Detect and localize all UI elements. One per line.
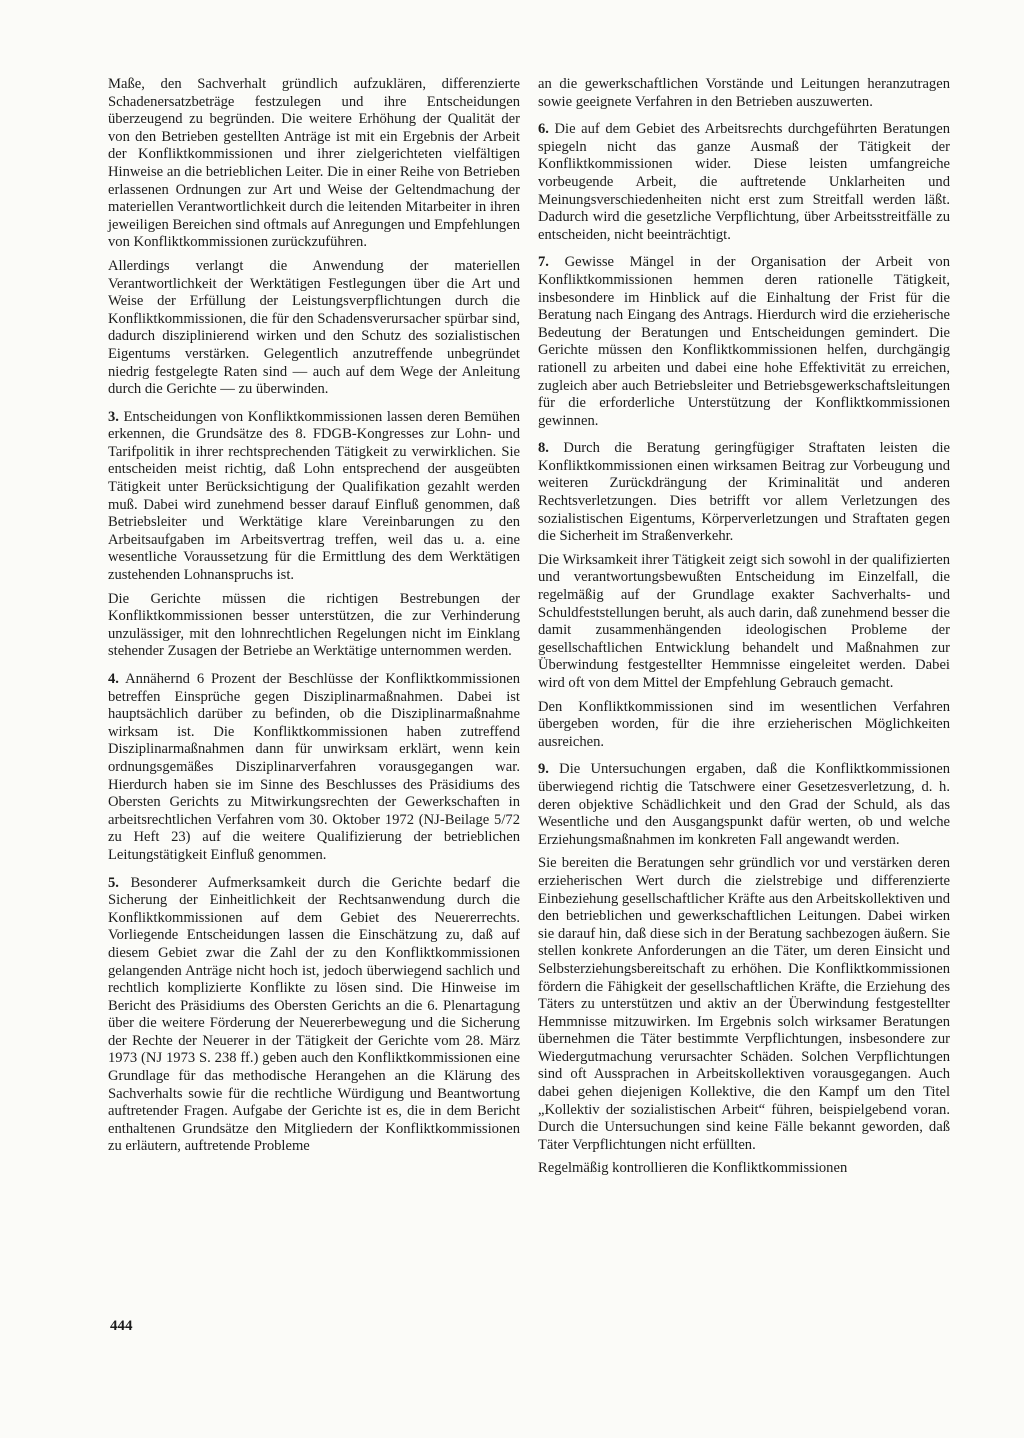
paragraph-text: Entscheidungen von Konfliktkommissionen lassen deren Bemühen erkennen, die Grundsätze des 8. FDGB-Kongresses zur Lohn- und Tarifpolitik in ihrer rechtsprechenden Tätigkeit zu verwirklichen. Sie entscheiden meist richtig, daß Lohn entsprechend der ausgeübten Tätigkeit unter Berücksichtigung der Qualifikation gezahlt werden muß. Dabei wird zunehmend besser darauf Einfluß genommen, daß Betriebsleiter und Werktätige klare Vereinbarungen zu den Arbeitsaufgaben im Arbeitsvertrag treffen, weil das u. a. eine wesentliche Voraussetzung für die Ermittlung des dem Werktätigen zustehenden Lohnanspruchs ist. xyxy=(108,408,520,584)
paragraph: Regelmäßig kontrollieren die Konfliktkommissionen xyxy=(538,1160,848,1177)
paragraph: Allerdings verlangt die Anwendung der materiellen Verantwortlichkeit der Werktätigen Festlegungen über die Art und Weise der Erfüllung der Leistungsverpflichtungen durch die Konfliktkommissionen, die für den Schadensverursacher spürbar sind, dadurch disziplinierend wirken und den Schutz des sozialistischen Eigentums verstärken. Gelegentlich anzutreffende unbegründet niedrig festgelegte Raten sind — auch auf dem Wege der Anleitung durch die Gerichte — zu überwinden. xyxy=(108,257,520,398)
paragraph-text: Gewisse Mängel in der Organisation der Arbeit von Konfliktkommissionen hemmen deren rationelle Tätigkeit, insbesondere im Hinblick auf die Einhaltung der Frist für die Beratung nach Eingang des Antrags. Hierdurch wird die erzieherische Bedeutung der Beratungen und Entscheidungen gemindert. Die Gerichte müssen den Konfliktkommissionen helfen, durchgängig rationell zu arbeiten und dabei eine hohe Effektivität zu erreichen, zugleich aber auch Betriebsleiter und Betriebsgewerkschaftsleitungen für die erforderliche Unterstützung der Konfliktkommissionen gewinnen. xyxy=(538,254,950,429)
paragraph xyxy=(538,440,950,546)
section-number: 5. xyxy=(108,874,119,891)
page-number: 444 xyxy=(110,1318,133,1334)
section-number: 6. xyxy=(538,121,549,138)
section-number: 4. xyxy=(108,671,119,687)
paragraph: Sie bereiten die Beratungen sehr gründlich vor und verstärken deren erzieherischen Wert durch die zielstrebige und differenzierte Einbeziehung gesellschaftlicher Kräfte aus den Arbeitskollektiven und den betrieblichen und gewerkschaftlichen Leitungen. Dabei wirken sie darauf hin, daß diese sich in der Beratung sachbezogen äußern. Sie stellen konkrete Anforderungen an die Täter, um deren Einsicht und Selbsterziehungsbereitschaft zu erhöhen. Die Konfliktkommissionen fördern die Fähigkeit der gesellschaftlichen Kräfte, die Erziehung des Täters zu unterstützen und aktiv an der Überwindung festgestellter Hemmnisse mitzuwirken. Im Ergebnis solch wirksamer Beratungen übernehmen die Täter bestimmte Verpflichtungen, insbesondere zur Wiedergutmachung verursachter Schäden. Solchen Verpflichtungen sind oft Aussprachen in Arbeitskollektiven vorausgegangen. Auch dabei gehen diejenigen Kollektive, die den Kampf um den Titel „Kollektiv der sozialistischen Arbeit“ führen, beispielgebend voran. Durch die Untersuchungen sind keine Fälle bekannt geworden, daß Täter Verpflichtungen nicht erfüllten. xyxy=(538,855,950,1153)
section-number: 7. xyxy=(538,254,549,271)
section-number: 8. xyxy=(538,440,549,457)
paragraph: Die Gerichte müssen die richtigen Bestrebungen der Konfliktkommissionen besser unterstützen, die zur Verhinderung unzulässiger, mit den lohnrechtlichen Regelungen nicht im Einklang stehender Zusagen der Betriebe an Werktätige unternommen werden. xyxy=(108,590,520,660)
paragraph xyxy=(538,761,950,849)
paragraph xyxy=(538,121,950,244)
paragraph: an die gewerkschaftlichen Vorstände und Leitungen heranzutragen sowie geeignete Verfahren in den Betrieben auszuwerten. xyxy=(538,76,950,110)
section-number: 9. xyxy=(538,761,549,778)
paragraph-text: Die Untersuchungen ergaben, daß die Konfliktkommissionen überwiegend richtig die Tatschwere einer Gesetzesverletzung, d. h. deren objektive Schädlichkeit und den Grad der Schuld, als das Wesentliche und den Ausgangspunkt dafür werten, ob und welche Erziehungsmaßnahmen im konkreten Fall angewandt werden. xyxy=(538,761,950,848)
paragraph-text: Durch die Beratung geringfügiger Straftaten leisten die Konfliktkommissionen einen wirksamen Beitrag zur Vorbeugung und weiteren Zurückdrängung der Kriminalität und anderen Rechtsverletzungen. Dies betrifft vor allem Verletzungen des sozialistischen Eigentums, Körperverletzungen und Straftaten gegen die Sicherheit im Straßenverkehr. xyxy=(538,440,950,545)
right-column xyxy=(538,76,950,1184)
paragraph-text: Besonderer Aufmerksamkeit durch die Gerichte bedarf die Sicherung der Einheitlichkeit der Rechtsanwendung durch die Konfliktkommissionen auf dem Gebiet des Neuererrechts. Vorliegende Entscheidungen lassen die Einschätzung zu, daß auf diesem Gebiet zwar die Zahl der zu den Konfliktkommissionen gelangenden Anträge nicht hoch ist, jedoch überwiegend sachlich und rechtlich komplizierte Konflikte zu lösen sind. Die Hinweise im Bericht des Präsidiums des Obersten Gerichts an die 6. Plenartagung über die weitere Förderung der Neuererbewegung und die Sicherung der Rechte der Neuerer in der Tätigkeit der Gerichte vom 28. März 1973 (NJ 1973 S. 238 ff.) geben auch den Konfliktkommissionen eine Grundlage für das methodische Herangehen an die Klärung des Sachverhalts sowie für die rechtliche Würdigung und Beantwortung auftretender Fragen. Aufgabe der Gerichte ist es, die in dem Bericht enthaltenen Grundsätze den Mitgliedern der Konfliktkommissionen zu erläutern, auftretende Probleme xyxy=(108,874,520,1155)
paragraph-text: Annähernd 6 Prozent der Beschlüsse der Konfliktkommissionen betreffen Einsprüche gegen Disziplinarmaßnahmen. Dabei ist hauptsächlich darüber zu befinden, ob die Disziplinarmaßnahme wirksam ist. Die Konfliktkommissionen haben zutreffend Disziplinarmaßnahmen dann für unwirksam erklärt, wenn kein ordnungsgemäßes Disziplinarverfahren vorausgegangen war. Hierdurch haben sie im Sinne des Beschlusses des Präsidiums des Obersten Gerichts zu Mitwirkungsrechten der Gewerkschaften in arbeitsrechtlichen Verfahren vom 30. Oktober 1972 (NJ-Beilage 5/72 zu Heft 23) auf die weitere Qualifizierung der betrieblichen Leitungstätigkeit Einfluß genommen. xyxy=(108,671,521,863)
paragraph-text: Die auf dem Gebiet des Arbeitsrechts durchgeführten Beratungen spiegeln nicht das ganze Ausmaß der Tätigkeit der Konfliktkommissionen wider. Diese leisten umfangreiche vorbeugende Arbeit, die auftretende Unklarheiten und Meinungsverschiedenheiten nicht erst zum Streitfall werden läßt. Dadurch wird die gesetzliche Verpflichtung, über Arbeitsstreitfälle zu entscheiden, nicht beeinträchtigt. xyxy=(538,121,950,243)
paragraph: Den Konfliktkommissionen sind im wesentlichen Verfahren übergeben worden, für die ihre erzieherischen Möglichkeiten ausreichen. xyxy=(538,698,950,750)
paragraph xyxy=(108,875,520,1157)
paragraph xyxy=(538,254,950,430)
paragraph xyxy=(108,671,520,865)
paragraph: Maße, den Sachverhalt gründlich aufzuklären, differenzierte Schadenersatzbeträge festzulegen und ihre Entscheidungen überzeugend zu begründen. Die weitere Erhöhung der Qualität der von den Betrieben gestellten Anträge ist mit ein Ergebnis der Arbeit der Konfliktkommissionen und ihrer zielgerichteten vielfältigen Hinweise an die betrieblichen Leiter. Die in einer Reihe von Betrieben erlassenen Ordnungen zur Art und Weise der Geltendmachung der materiellen Verantwortlichkeit durch die leitenden Mitarbeiter in ihren jeweiligen Bereichen sind oftmals auf Anregungen und Empfehlungen von Konfliktkommissionen zurückzuführen. xyxy=(108,76,520,251)
left-column xyxy=(108,76,520,1162)
paragraph: Die Wirksamkeit ihrer Tätigkeit zeigt sich sowohl in der qualifizierten und verantwortungsbewußten Entscheidung im Einzelfall, die regelmäßig auf der Grundlage exakter Sachverhalts- und Schuldfeststellungen beruht, als auch darin, daß zunehmend besser die damit zusammenhängenden ideologischen Probleme der gesellschaftlichen Entwicklung behandelt und Maßnahmen zur Überwindung festgestellter Hemmnisse eingeleitet werden. Dabei wird oft von dem Mittel der Empfehlung Gebrauch gemacht. xyxy=(538,551,950,691)
section-number: 3. xyxy=(108,408,119,425)
paragraph xyxy=(108,409,520,585)
